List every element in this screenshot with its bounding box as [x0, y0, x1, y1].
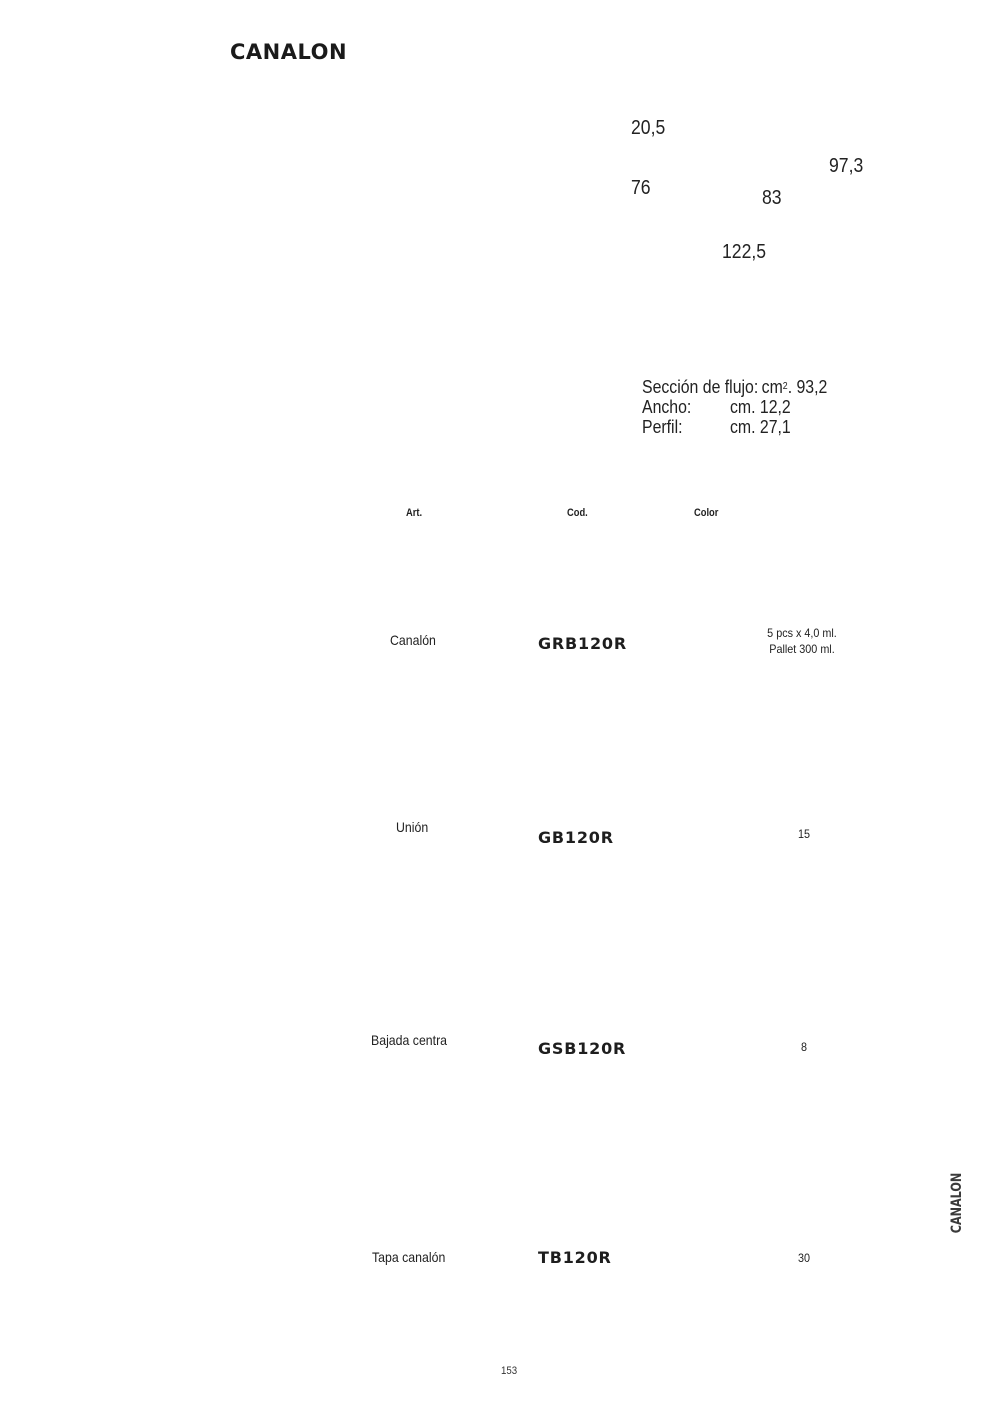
row-packaging-line1: 5 pcs x 4,0 ml. — [767, 626, 837, 640]
row-art: Bajada centra — [371, 1032, 448, 1048]
row-packaging-line1: 30 — [797, 1251, 811, 1265]
dimension-label-center: 83 — [762, 187, 782, 209]
table-header-cod: Cod. — [567, 507, 588, 519]
row-packaging-line1: 8 — [800, 1040, 808, 1054]
row-art: Unión — [396, 819, 429, 835]
row-packaging — [750, 1039, 858, 1055]
row-packaging-line1: 15 — [797, 827, 811, 841]
row-code: GB120R — [538, 828, 614, 847]
spec-value-width: cm. 12,2 — [730, 397, 791, 417]
dimension-label-right: 97,3 — [829, 155, 864, 177]
dimension-label-top: 20,5 — [631, 117, 666, 139]
spec-row-width — [642, 397, 827, 417]
row-code: GSB120R — [538, 1039, 627, 1058]
page-number: 153 — [501, 1365, 518, 1377]
row-packaging-line2: Pallet 300 ml. — [769, 642, 835, 656]
spec-label-width: Ancho: — [642, 397, 692, 417]
spec-block — [642, 377, 827, 437]
table-header-art: Art. — [406, 507, 423, 519]
row-packaging — [750, 826, 858, 842]
page-title: CANALON — [230, 40, 348, 64]
section-side-tab — [944, 1172, 970, 1234]
spec-row-flow — [642, 377, 827, 397]
spec-value-flow: $cm^2$. 93,2 — [761, 377, 828, 397]
dimension-label-bottom: 122,5 — [722, 241, 767, 263]
row-art: Tapa canalón — [372, 1249, 446, 1265]
table-header-color: Color — [694, 507, 719, 519]
spec-row-profile — [642, 417, 827, 437]
row-code: TB120R — [538, 1248, 612, 1267]
row-code: GRB120R — [538, 634, 627, 653]
spec-label-flow: Sección de flujo: — [642, 377, 759, 397]
section-side-tab-label: CANALON — [949, 1172, 965, 1234]
spec-label-profile: Perfil: — [642, 417, 683, 437]
row-art: Canalón — [390, 632, 436, 648]
dimension-label-left: 76 — [631, 177, 651, 199]
row-packaging — [748, 625, 856, 657]
spec-value-profile: cm. 27,1 — [730, 417, 791, 437]
row-packaging — [750, 1250, 858, 1266]
